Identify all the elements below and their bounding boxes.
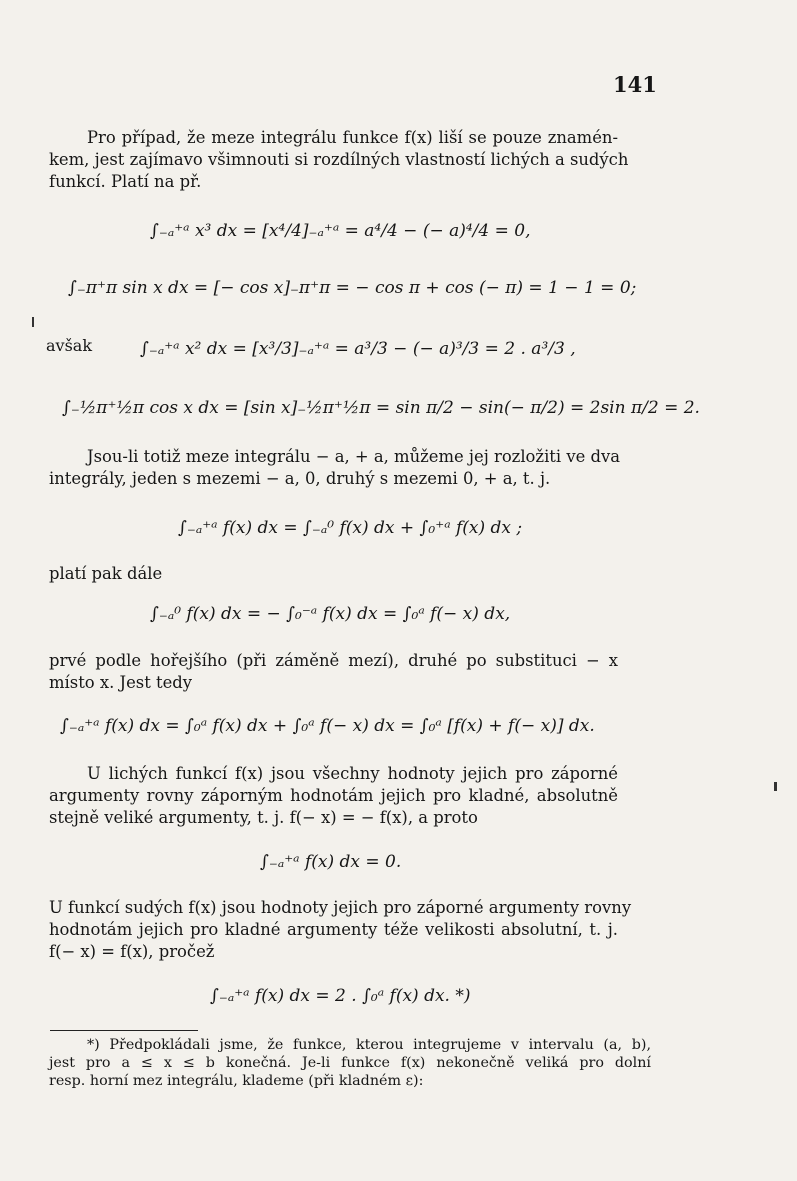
equation-9: ∫₋ₐ⁺ᵃ f(x) dx = 2 . ∫₀ᵃ f(x) dx. *)	[210, 986, 471, 1006]
margin-mark	[774, 782, 777, 791]
text-line: U lichých funkcí f(x) jsou všechny hodnoty jejich pro záporné	[87, 764, 618, 783]
paragraph-2	[49, 446, 621, 490]
paragraph-5	[49, 763, 618, 829]
footnote-line: jest pro a ≤ x ≤ b konečná. Je-li funkce f(x) nekonečně veliká pro dolní	[49, 1055, 651, 1071]
margin-mark	[32, 317, 34, 327]
text-line: funkcí. Platí na př.	[49, 172, 202, 191]
paragraph-3	[49, 563, 618, 585]
text-line: platí pak dále	[49, 564, 163, 583]
text-line: U funkcí sudých f(x) jsou hodnoty jejich pro záporné argumenty rovny	[49, 898, 632, 917]
equation-8: ∫₋ₐ⁺ᵃ f(x) dx = 0.	[260, 852, 402, 872]
text-line: argumenty rovny záporným hodnotám jejich pro kladné, absolutně	[49, 786, 618, 805]
paragraph-6	[49, 897, 632, 963]
footnote-line: *) Předpokládali jsme, že funkce, kterou integrujeme v intervalu (a, b),	[87, 1037, 651, 1053]
equation-2: ∫₋π⁺π sin x dx = [− cos x]₋π⁺π = − cos π + cos (− π) = 1 − 1 = 0;	[68, 278, 637, 298]
text-line: stejně veliké argumenty, t. j. f(− x) = − f(x), a proto	[49, 808, 478, 827]
equation-1: ∫₋ₐ⁺ᵃ x³ dx = [x⁴/4]₋ₐ⁺ᵃ = a⁴/4 − (− a)⁴/4 = 0,	[150, 221, 531, 241]
text-line: f(− x) = f(x), pročež	[49, 942, 215, 961]
text-line: hodnotám jejich pro kladné argumenty téže velikosti absolutní, t. j.	[49, 920, 618, 939]
footnote	[49, 1036, 651, 1090]
paragraph-4	[49, 650, 618, 694]
intro-paragraph	[49, 127, 629, 193]
equation-4: ∫₋½π⁺½π cos x dx = [sin x]₋½π⁺½π = sin π/2 − sin(− π/2) = 2sin π/2 = 2.	[62, 398, 700, 418]
footnote-divider	[50, 1030, 198, 1031]
text-line: integrály, jeden s mezemi − a, 0, druhý s mezemi 0, + a, t. j.	[49, 469, 551, 488]
equation-6: ∫₋ₐ⁰ f(x) dx = − ∫₀⁻ᵃ f(x) dx = ∫₀ᵃ f(− x) dx,	[150, 604, 511, 624]
footnote-line: resp. horní mez integrálu, klademe (při kladném ε):	[49, 1073, 424, 1089]
equation-3: ∫₋ₐ⁺ᵃ x² dx = [x³/3]₋ₐ⁺ᵃ = a³/3 − (− a)³/3 = 2 . a³/3 ,	[140, 339, 576, 359]
text-line: prvé podle hořejšího (při záměně mezí), druhé po substituci − x	[49, 651, 618, 670]
equation-7: ∫₋ₐ⁺ᵃ f(x) dx = ∫₀ᵃ f(x) dx + ∫₀ᵃ f(− x) dx = ∫₀ᵃ [f(x) + f(− x)] dx.	[60, 716, 595, 736]
label-avsak: avšak	[46, 336, 93, 355]
text-line: Pro případ, že meze integrálu funkce f(x) liší se pouze znamén-	[87, 128, 618, 147]
text-line: místo x. Jest tedy	[49, 673, 193, 692]
text-line: kem, jest zajímavo všimnouti si rozdílných vlastností lichých a sudých	[49, 150, 629, 169]
equation-5: ∫₋ₐ⁺ᵃ f(x) dx = ∫₋ₐ⁰ f(x) dx + ∫₀⁺ᵃ f(x) dx ;	[178, 518, 523, 538]
page-number: 141	[613, 72, 657, 97]
text-line: Jsou-li totiž meze integrálu − a, + a, můžeme jej rozložiti ve dva	[87, 447, 621, 466]
